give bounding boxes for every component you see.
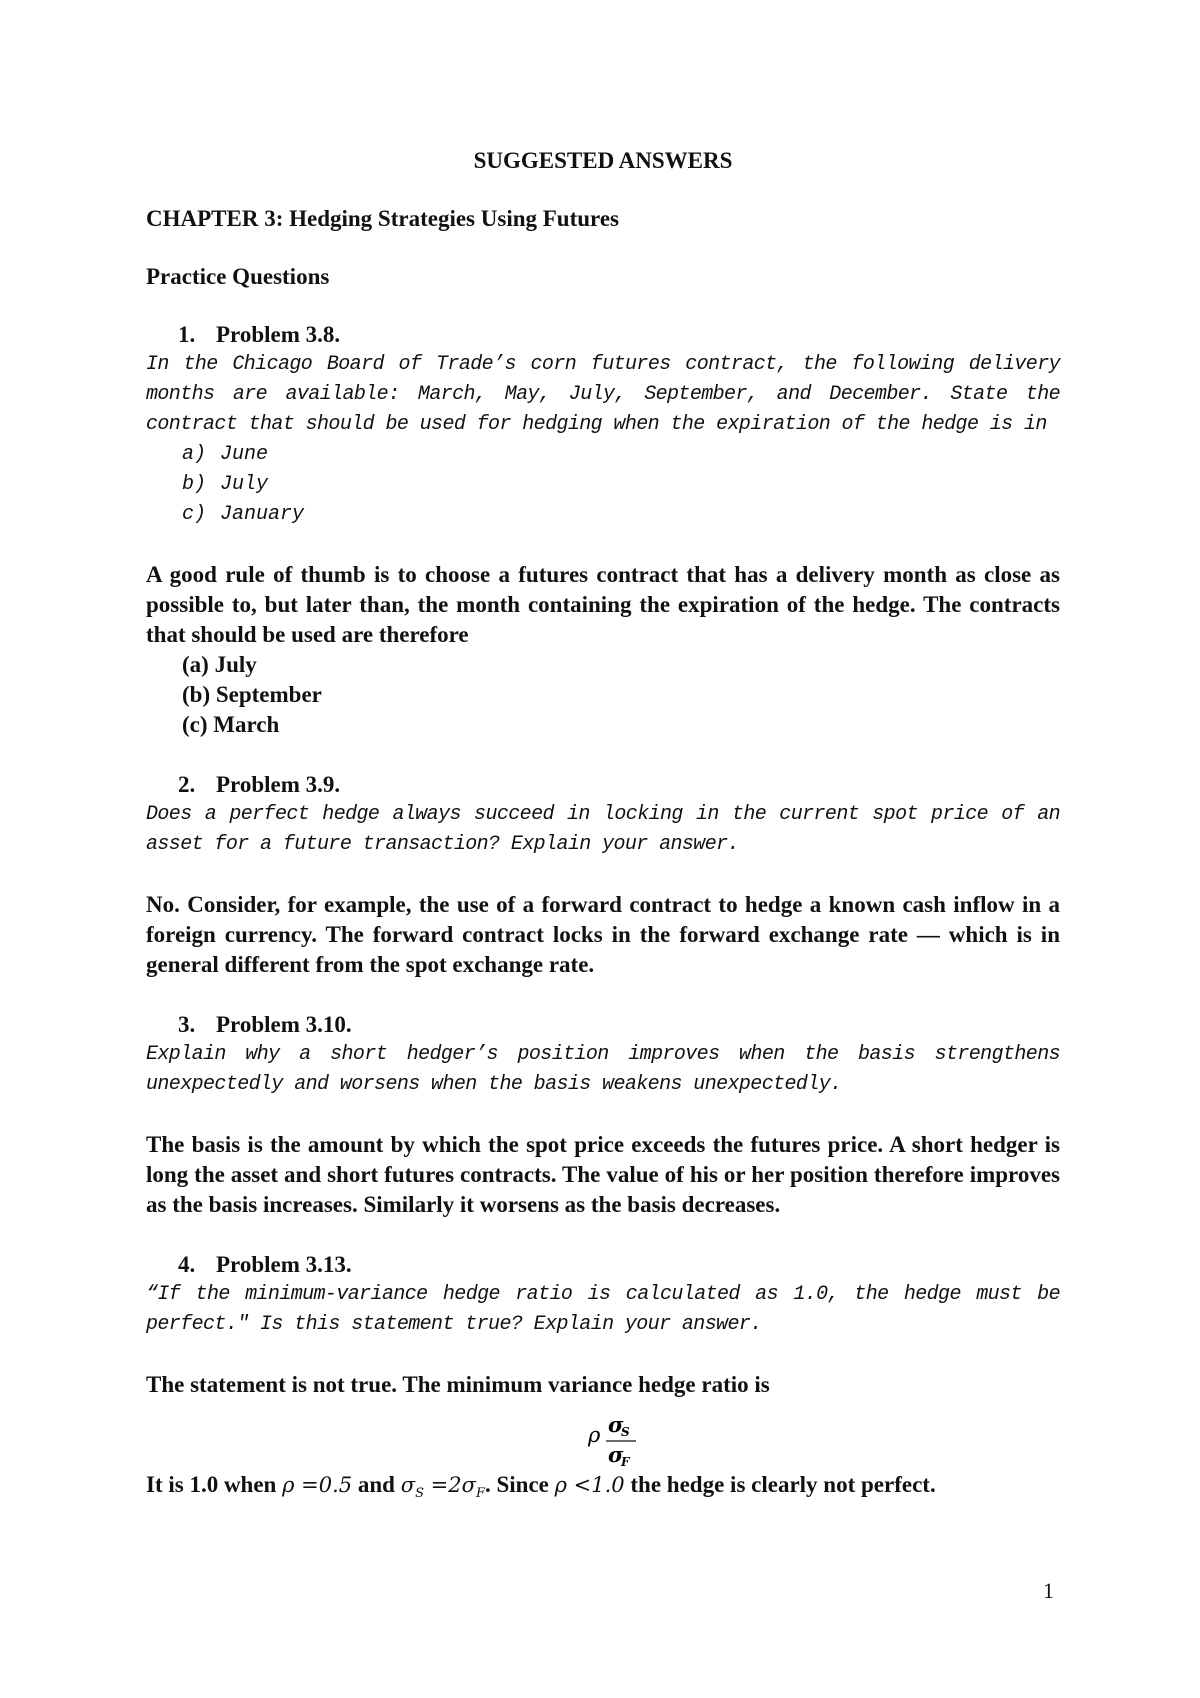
conclusion-line [146,1470,1060,1509]
problem-title: Problem 3.10. [216,1012,352,1037]
formula-denominator: σ [608,1442,624,1467]
math-subscript: S [415,1486,424,1502]
answer-option: (a) July [182,652,257,677]
conclusion-text: the hedge is clearly not perfect. [630,1472,936,1497]
option-text: June [220,443,269,466]
formula-numerator-sub: S [621,1425,630,1439]
answer-option: (c) March [182,712,280,737]
problem-block-2 [146,770,1060,980]
problem-number: 1. [178,322,196,347]
problem-number: 2. [178,772,196,797]
problem-heading [146,770,1060,800]
math-symbol: σ [400,1473,416,1497]
formula-graphic [586,1406,676,1470]
option-text: January [220,503,305,526]
problem-question: In the Chicago Board of Trade’s corn futures contract, the following delivery months are available: March, May, July, September, and December. State the contract that should be used for hedging when the expiration of the hedge is in [146,353,1060,436]
problem-number: 3. [178,1012,196,1037]
chapter-heading: CHAPTER 3: Hedging Strategies Using Futures [146,206,619,231]
formula-denominator-sub: F [621,1455,630,1469]
math-symbol: =2σ [430,1473,476,1497]
problem-number: 4. [178,1252,196,1277]
problem-question: Does a perfect hedge always succeed in locking in the current spot price of an asset for a future transaction? Explain your answer. [146,803,1060,856]
problem-block-1 [146,320,1060,740]
problem-title: Problem 3.8. [216,322,341,347]
option-label: c) [182,503,207,526]
section-heading: Practice Questions [146,264,330,289]
question-options [146,440,1060,530]
conclusion-text: and [357,1472,395,1497]
formula-rho: ρ [588,1423,601,1447]
question-option [182,440,1060,470]
conclusion-text: It is 1.0 when [146,1472,277,1497]
answer-option: (b) September [182,682,322,707]
math-expression [400,1473,485,1502]
hedge-ratio-formula [146,1406,1060,1470]
problem-block-4 [146,1250,1060,1400]
problem-answer: The basis is the amount by which the spot price exceeds the futures price. A short hedger is long the asset and short futures contracts. The value of his or her position therefore improves as the basis increases. Similarly it worsens as the basis decreases. [146,1132,1060,1217]
answer-options [146,650,1060,740]
problem-block-3 [146,1010,1060,1220]
problem-heading [146,1250,1060,1280]
math-expression: ρ <1.0 [554,1473,625,1497]
option-label: b) [182,473,207,496]
problem-answer: A good rule of thumb is to choose a futures contract that has a delivery month as close as possible to, but later than, the month containing the expiration of the hedge. The contracts that should be used are therefore [146,562,1060,647]
formula-numerator: σ [608,1412,624,1437]
problem-answer: The statement is not true. The minimum variance hedge ratio is [146,1372,770,1397]
problem-question: Explain why a short hedger’s position improves when the basis strengthens unexpectedly and worsens when the basis weakens unexpectedly. [146,1043,1060,1096]
option-text: July [220,473,269,496]
question-option [182,470,1060,500]
page-title: SUGGESTED ANSWERS [473,148,733,173]
problem-question: “If the minimum-variance hedge ratio is calculated as 1.0, the hedge must be perfect." Is this statement true? Explain your answer. [146,1283,1060,1336]
math-expression: ρ =0.5 [282,1473,353,1497]
problem-answer: No. Consider, for example, the use of a forward contract to hedge a known cash inflow in a foreign currency. The forward contract locks in the forward exchange rate — which is in general different from the spot exchange rate. [146,892,1060,977]
problem-heading [146,1010,1060,1040]
question-option [182,500,1060,530]
conclusion-text: . Since [484,1472,549,1497]
problem-title: Problem 3.9. [216,772,341,797]
problem-title: Problem 3.13. [216,1252,352,1277]
document-content [146,140,1060,1509]
option-label: a) [182,443,207,466]
page-number: 1 [1043,1578,1054,1603]
problem-heading [146,320,1060,350]
math-subscript: F [475,1486,485,1502]
